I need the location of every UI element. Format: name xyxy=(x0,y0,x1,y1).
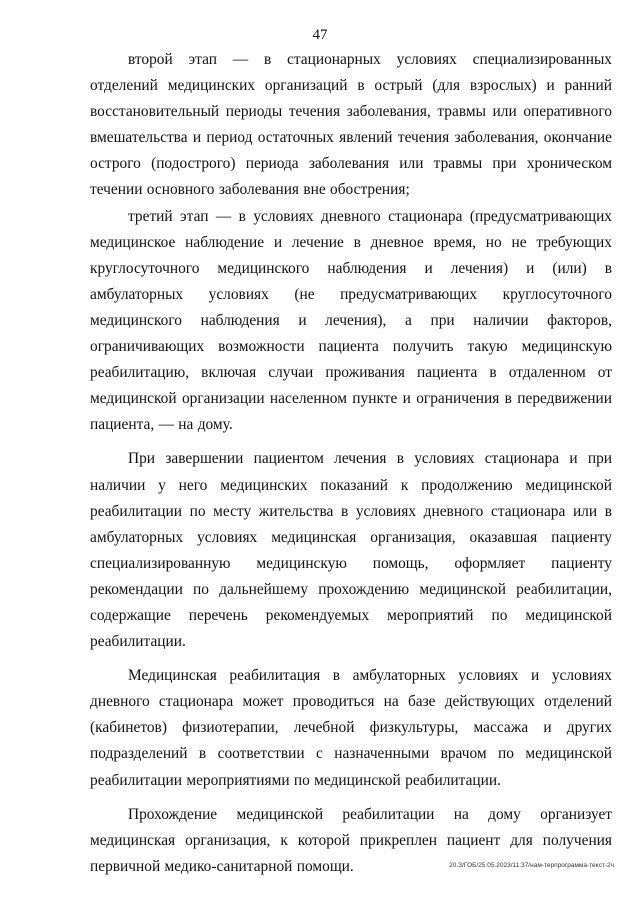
document-body xyxy=(90,47,612,880)
document-footer-code: 20.З/ГОБ/25.05.2023/11:37/нам-терпрограмма-текст-2ч xyxy=(449,862,614,869)
paragraph-third-stage: третий этап — в условиях дневного стационара (предусматривающих медицинское наблюдение и лечение в дневное время, но не требующих круглосуточного медицинского наблюдения и лечения) и (или) в амбулаторных условиях (не предусматривающих круглосуточного медицинского наблюдения и лечения), а при наличии факторов, ограничивающих возможности пациента получить такую медицинскую реабилитацию, включая случаи проживания пациента в отдаленном от медицинской организации населенном пункте и ограничения в передвижении пациента, — на дому. xyxy=(90,207,612,434)
paragraph-outpatient-rehabilitation: Медицинская реабилитация в амбулаторных условиях и условиях дневного стационара может проводиться на базе действующих отделений (кабинетов) физиотерапии, лечебной физкультуры, массажа и других подразделений в соответствии с назначенными врачом по медицинской реабилитации мероприятиями по медицинской реабилитации. xyxy=(90,667,612,789)
paragraph-discharge-recommendations: При завершении пациентом лечения в условиях стационара и при наличии у него медицинских показаний к продолжению медицинской реабилитации по месту жительства в условиях дневного стационара или в амбулаторных условиях медицинская организация, оказавшая пациенту специализированную медицинскую помощь, оформляет пациенту рекомендации по дальнейшему прохождению медицинской реабилитации, содержащие перечень рекомендуемых мероприятий по медицинской реабилитации. xyxy=(90,450,612,651)
page-number: 47 xyxy=(312,27,328,43)
paragraph-home-rehabilitation: Прохождение медицинской реабилитации на дому организует медицинская организация, к которой прикреплен пациент для получения первичной медико-санитарной помощи. xyxy=(90,805,612,875)
paragraph-second-stage: второй этап — в стационарных условиях специализированных отделений медицинских организаций в острый (для взрослых) и ранний восстановительный периоды течения заболевания, травмы или оперативного вмешательства и период остаточных явлений течения заболевания, окончание острого (подострого) периода заболевания или травмы при хроническом течении основного заболевания вне обострения; xyxy=(90,51,612,199)
